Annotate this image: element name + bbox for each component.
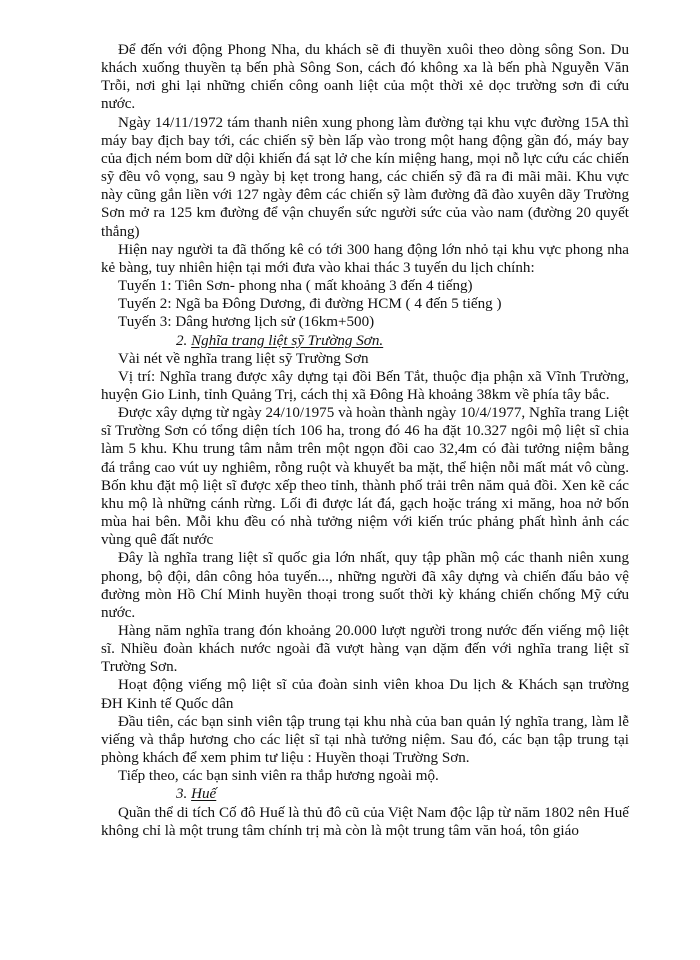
paragraph-cemetery-construction: Được xây dựng từ ngày 24/10/1975 và hoàn thành ngày 10/4/1977, Nghĩa trang Liệt sĩ Trường Sơn có tổng diện tích 106 ha, trong đó 46 ha đặt 10.327 ngôi mộ liệt sĩ chia làm 5 khu. Khu trung tâm nằm trên một ngọn đồi cao 32,4m có đài tưởng niệm bằng đá trắng cao vút uy nghiêm, rỗng ruột và khuyết ba mặt, thể hiện nỗi mất mát vô cùng. Bốn khu đặt mộ liệt sĩ được xếp theo tỉnh, thành phố trải trên năm quả đồi. Xen kẽ các khu mộ là những cánh rừng. Lối đi được lát đá, gạch hoặc tráng xi măng, hoa nở bốn mùa hai bên. Mỗi khu đều có nhà tưởng niệm với kiến trúc phảng phất hình ảnh các vùng quê đất nước (101, 405, 629, 549)
paragraph-phong-nha-boat-trip: Để đến với động Phong Nha, du khách sẽ đi thuyền xuôi theo dòng sông Son. Du khách xuống thuyền tạ bến phà Sông Son, cách đó không xa là bến phà Nguyễn Văn Trỗi, nơi ghi lại những chiến công oanh liệt của một thời xẻ dọc trường sơn đi cứu nước. (101, 42, 629, 113)
section-title: Huế (191, 786, 217, 803)
paragraph-national-cemetery: Đây là nghĩa trang liệt sĩ quốc gia lớn nhất, quy tập phần mộ các thanh niên xung phong, bộ đội, dân công hỏa tuyến..., những người đã xây dựng và chiến đấu bảo vệ đường mòn Hồ Chí Minh huyền thoại trong suốt thời kỳ kháng chiến chống Mỹ cứu nước. (101, 550, 629, 621)
paragraph-student-visit-title: Hoạt động viếng mộ liệt sĩ của đoàn sinh viên khoa Du lịch & Khách sạn trường ĐH Kinh tế Quốc dân (101, 677, 629, 712)
section-title: Nghĩa trang liệt sỹ Trường Sơn. (191, 332, 384, 349)
paragraph-youth-volunteers-1972: Ngày 14/11/1972 tám thanh niên xung phong làm đường tại khu vực đường 15A thì máy bay địch bay tới, các chiến sỹ bèn lấp vào trong một hang động gần đó, máy bay của địch ném bom dữ dội khiến đá sạt lở che kín miệng hang, mọi nỗ lực cứu các chiến sỹ đều vô vọng, sau 9 ngày bị kẹt trong hang, các chiến sỹ đã ra đi mãi mãi. Khu vực này cũng gắn liền với 127 ngày đêm các chiến sỹ làm đường đã đào xuyên dãy Trường Sơn mở ra 125 km đường để vận chuyển sức người sức của vào nam (đường 20 quyết thắng) (101, 114, 629, 240)
paragraph-cave-statistics: Hiện nay người ta đã thống kê có tới 300 hang động lớn nhỏ tại khu vực phong nha kẻ bàng, tuy nhiên hiện tại mới đưa vào khai thác 3 tuyến du lịch chính: (101, 241, 629, 276)
list-item-route-3: Tuyến 3: Dâng hương lịch sử (16km+500) (118, 314, 375, 331)
list-item-route-2: Tuyến 2: Ngã ba Đông Dương, đi đường HCM ( 4 đến 5 tiếng ) (118, 296, 502, 313)
section-heading-hue (101, 785, 629, 803)
paragraph-cemetery-overview-title: Vài nét về nghĩa trang liệt sỹ Trường Sơn (118, 350, 369, 367)
paragraph-hue-citadel: Quần thể di tích Cố đô Huế là thủ đô cũ của Việt Nam độc lập từ năm 1802 nên Huế không chỉ là một trung tâm chính trị mà còn là một trung tâm văn hoá, tôn giáo (101, 804, 629, 839)
paragraph-cemetery-location: Vị trí: Nghĩa trang được xây dựng tại đồi Bến Tắt, thuộc địa phận xã Vĩnh Trường, huyện Gio Linh, tỉnh Quảng Trị, cách thị xã Đông Hà khoảng 38km về phía tây bắc. (101, 368, 629, 403)
paragraph-annual-visitors: Hàng năm nghĩa trang đón khoảng 20.000 lượt người trong nước đến viếng mộ liệt sĩ. Nhiều đoàn khách nước ngoài đã vượt hàng vạn dặm đến với nghĩa trang liệt sĩ Trường Sơn. (101, 623, 629, 676)
section-number: 3. (176, 786, 188, 803)
section-number: 2. (176, 332, 188, 349)
list-item-route-1: Tuyến 1: Tiên Sơn- phong nha ( mất khoảng 3 đến 4 tiếng) (118, 278, 473, 295)
document-body (101, 41, 629, 840)
paragraph-student-visit-first: Đầu tiên, các bạn sinh viên tập trung tại khu nhà của ban quản lý nghĩa trang, làm lễ viếng và thắp hương cho các liệt sĩ tại nhà tưởng niệm. Sau đó, các bạn tập trung tại phòng khách để xem phim tư liệu : Huyền thoại Trường Sơn. (101, 713, 629, 767)
paragraph-student-visit-next: Tiếp theo, các bạn sinh viên ra thắp hương ngoài mộ. (118, 768, 439, 785)
section-heading-cemetery (101, 332, 629, 350)
